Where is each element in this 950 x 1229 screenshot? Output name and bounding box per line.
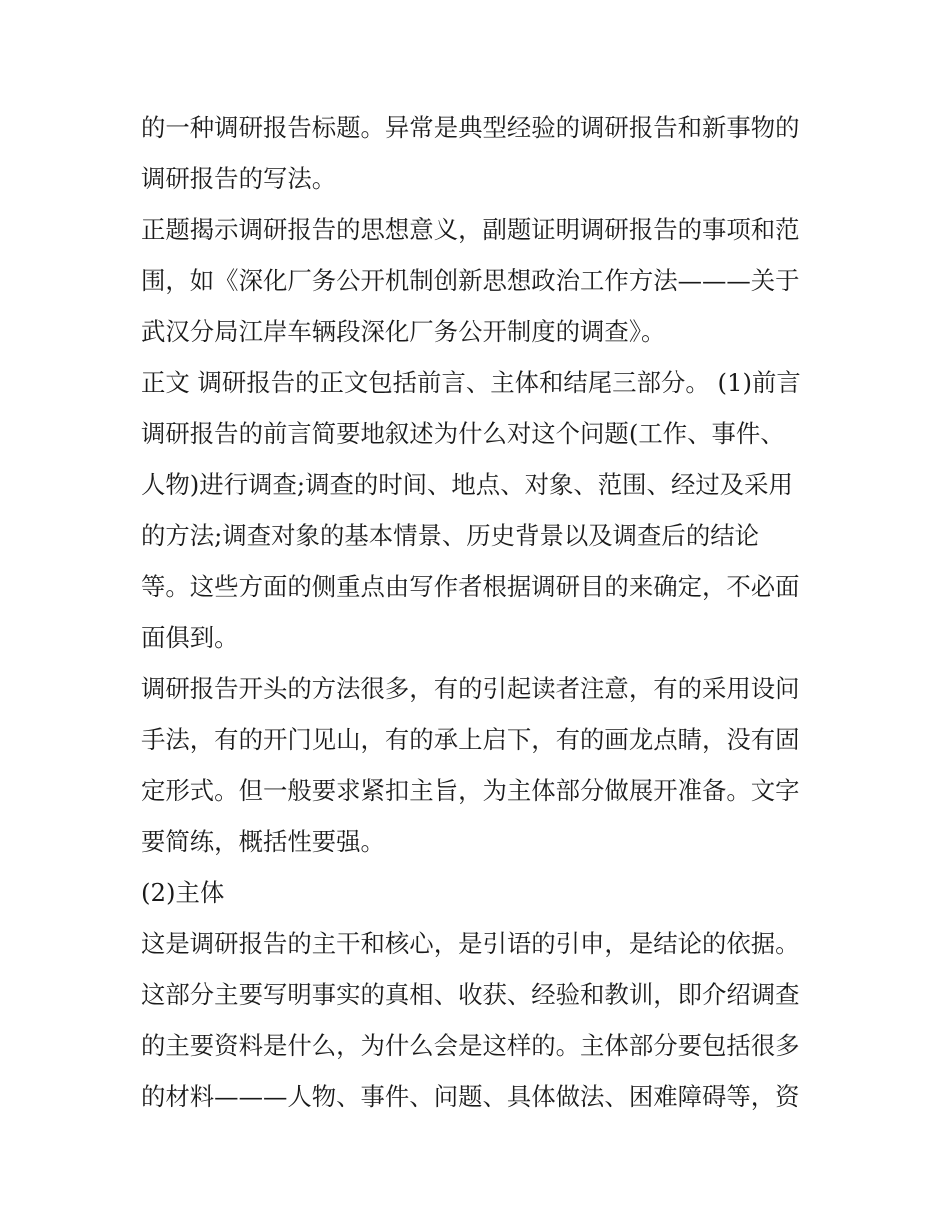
text-line: 这部分主要写明事实的真相、收获、经验和教训，即介绍调查 bbox=[141, 980, 800, 1009]
text-line: 手法，有的开门见山，有的承上启下，有的画龙点睛，没有固 bbox=[141, 725, 800, 754]
text-line: 的一种调研报告标题。异常是典型经验的调研报告和新事物的 bbox=[141, 113, 800, 142]
text-line: 调研报告的写法。 bbox=[141, 164, 337, 193]
text-line: 面俱到。 bbox=[141, 623, 239, 652]
text-line: 要简练，概括性要强。 bbox=[141, 827, 385, 856]
text-line: 正文 调研报告的正文包括前言、主体和结尾三部分。 (1)前言 bbox=[141, 368, 801, 397]
text-line: 武汉分局江岸车辆段深化厂务公开制度的调查》。 bbox=[141, 317, 666, 346]
text-line: 等。这些方面的侧重点由写作者根据调研目的来确定，不必面 bbox=[141, 572, 800, 601]
text-line: 的材料———人物、事件、问题、具体做法、困难障碍等，资 bbox=[141, 1082, 800, 1111]
text-line: 这是调研报告的主干和核心，是引语的引申，是结论的依据。 bbox=[141, 929, 800, 958]
text-line: 围，如《深化厂务公开机制创新思想政治工作方法———关于 bbox=[141, 266, 800, 295]
text-line: 调研报告开头的方法很多，有的引起读者注意，有的采用设问 bbox=[141, 674, 800, 703]
text-line: (2)主体 bbox=[141, 878, 225, 907]
text-line: 调研报告的前言简要地叙述为什么对这个问题(工作、事件、 bbox=[141, 419, 785, 448]
text-line: 的方法;调查对象的基本情景、历史背景以及调查后的结论 bbox=[141, 521, 759, 550]
text-line: 定形式。但一般要求紧扣主旨，为主体部分做展开准备。文字 bbox=[141, 776, 800, 805]
text-line: 的主要资料是什么，为什么会是这样的。主体部分要包括很多 bbox=[141, 1031, 800, 1060]
text-line: 人物)进行调查;调查的时间、地点、对象、范围、经过及采用 bbox=[141, 470, 793, 499]
text-line: 正题揭示调研报告的思想意义，副题证明调研报告的事项和范 bbox=[141, 215, 800, 244]
